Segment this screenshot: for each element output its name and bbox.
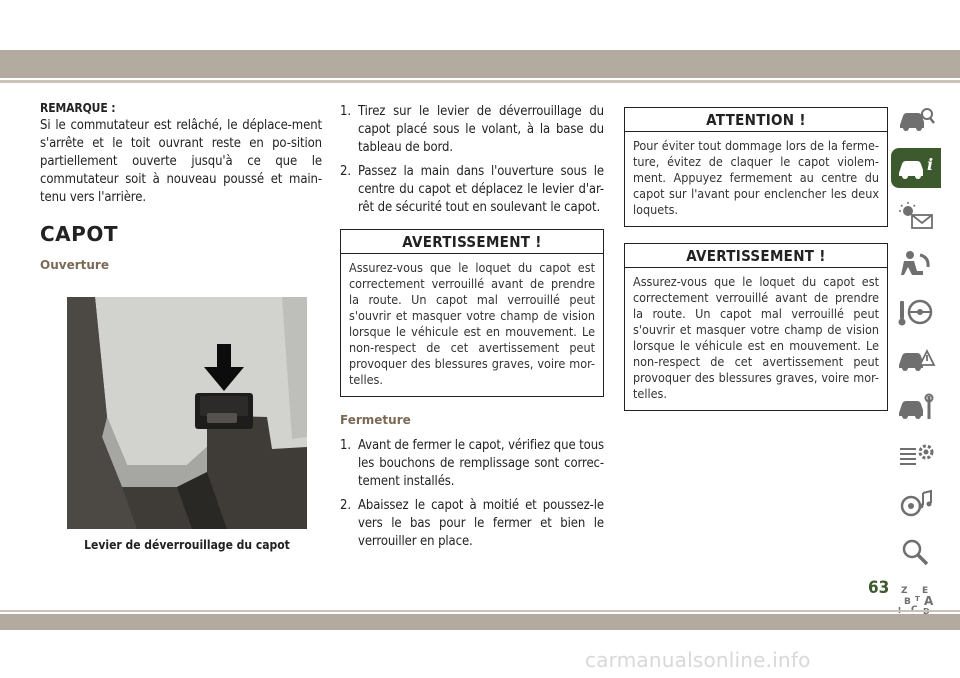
tab-safety[interactable]	[891, 244, 941, 284]
tab-search[interactable]	[891, 532, 941, 572]
chapter-tabs	[891, 100, 941, 628]
svg-text:i: i	[927, 155, 934, 174]
svg-text:B: B	[904, 597, 911, 607]
list-item	[340, 437, 604, 491]
ouverture-steps	[340, 103, 604, 223]
fermeture-heading: Fermeture	[340, 413, 411, 427]
figure-caption: Levier de déverrouillage du capot	[84, 538, 290, 552]
hood-release-lever-illustration	[67, 297, 307, 529]
list-item	[340, 497, 604, 551]
hood-release-lever-photo	[67, 297, 307, 529]
section-title: CAPOT	[40, 222, 118, 246]
svg-text:A: A	[924, 594, 934, 608]
svg-text:Z: Z	[901, 586, 908, 596]
fermeture-steps	[340, 437, 604, 557]
step-number: 2.	[340, 498, 351, 513]
warning-box	[340, 229, 604, 397]
step-text: Abaissez le capot à moitié et poussez-le vers le bas pour le fermer et bien le verrouiller en place.	[358, 498, 604, 549]
footer-rule	[0, 610, 960, 612]
step-number: 1.	[340, 438, 351, 453]
header-rule	[0, 80, 960, 83]
tab-car-search[interactable]	[891, 100, 941, 140]
svg-text:E: E	[922, 586, 929, 596]
warning-body: Assurez-vous que le loquet du capot est correctement verrouillé avant de prendre la route. Un capot mal verrouillé peut s'ouvrir et masquer votre champ de vision lorsque le véhicule est en mouvement. Le non-respect de cet avertissement peut provoquer des blessures graves, voire mor-telles.	[349, 260, 595, 387]
warning-title: AVERTISSEMENT !	[341, 230, 603, 254]
list-item	[340, 103, 604, 157]
attention-body: Pour éviter tout dommage lors de la ferme-ture, évitez de claquer le capot violem-ment. Appuyez fermement au centre du capot sur l'avant pour enclencher les deux loquets.	[633, 138, 879, 217]
step-text: Tirez sur le levier de déverrouillage du capot placé sous le volant, à la base du tableau de bord.	[358, 104, 604, 155]
specifications-gear-icon	[896, 441, 936, 471]
warning-title: AVERTISSEMENT !	[625, 244, 887, 268]
steering-key-icon	[896, 297, 936, 327]
warning-box	[624, 243, 888, 411]
tab-servicing[interactable]	[891, 388, 941, 428]
remarque-body: Si le commutateur est relâché, le déplace-ment s'arrête et le toit ouvrant reste en po-sition partiellement ouverte jusqu'à ce que le commutateur soit à nouveau poussé et main-tenu vers l'arrière.	[40, 118, 322, 205]
search-index-icon	[896, 537, 936, 567]
car-search-icon	[896, 105, 936, 135]
ouverture-heading: Ouverture	[40, 258, 109, 272]
car-info-icon	[896, 153, 936, 183]
tab-specifications[interactable]	[891, 436, 941, 476]
step-number: 1.	[340, 104, 351, 119]
watermark-text: carmanualsonline.info	[585, 648, 811, 672]
warning-body: Assurez-vous que le loquet du capot est correctement verrouillé avant de prendre la route. Un capot mal verrouillé peut s'ouvrir et masquer votre champ de vision lorsque le véhicule est en mouvement. Le non-respect de cet avertissement peut provoquer des blessures graves, voire mor-telles.	[633, 274, 879, 401]
tab-emergency[interactable]	[891, 340, 941, 380]
car-service-icon	[896, 393, 936, 423]
multimedia-icon	[896, 489, 936, 519]
remarque-title: REMARQUE :	[40, 101, 116, 115]
attention-box	[624, 107, 888, 227]
step-number: 2.	[340, 164, 351, 179]
remarque-note	[40, 100, 322, 207]
tab-starting-operating[interactable]	[891, 292, 941, 332]
page-number: 63	[868, 578, 890, 598]
svg-text:T: T	[915, 595, 920, 603]
footer-band	[0, 614, 960, 630]
header-band	[0, 50, 960, 78]
warning-light-message-icon	[896, 201, 936, 231]
airbag-seat-icon	[896, 249, 936, 279]
step-text: Avant de fermer le capot, vérifiez que tous les bouchons de remplissage sont correc-tement installés.	[358, 438, 605, 489]
attention-title: ATTENTION !	[625, 108, 887, 132]
car-emergency-icon	[896, 345, 936, 375]
tab-multimedia[interactable]	[891, 484, 941, 524]
tab-warning-lights[interactable]	[891, 196, 941, 236]
tab-car-info[interactable]	[891, 148, 941, 188]
step-text: Passez la main dans l'ouverture sous le centre du capot et déplacez le levier d'ar-rêt de sécurité tout en soulevant le capot.	[358, 164, 604, 215]
list-item	[340, 163, 604, 217]
